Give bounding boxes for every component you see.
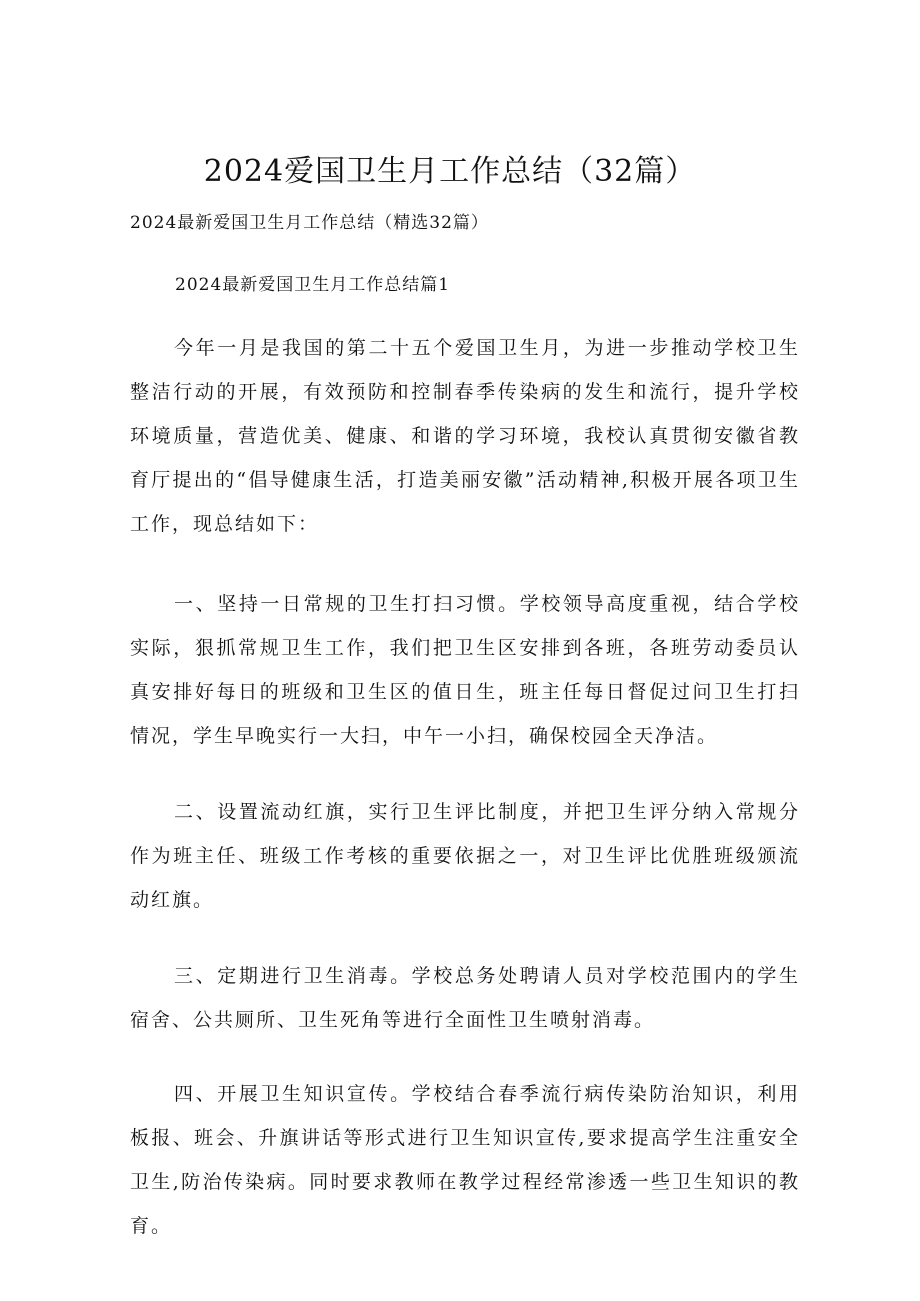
document-title: 2024爱国卫生月工作总结（32篇）: [203, 154, 697, 189]
paragraph-item-1: 一、坚持一日常规的卫生打扫习惯。学校领导高度重视，结合学校实际，狠抓常规卫生工作，我们把卫生区安排到各班，各班劳动委员认真安排好每日的班级和卫生区的值日生，班主任每日督促过问卫生打扫情况，学生早晚实行一大扫，中午一小扫，确保校园全天净洁。: [130, 593, 800, 747]
paragraph-item-3: 三、定期进行卫生消毒。学校总务处聘请人员对学校范围内的学生宿舍、公共厕所、卫生死角等进行全面性卫生喷射消毒。: [130, 965, 800, 1031]
paragraph-intro: 今年一月是我国的第二十五个爱国卫生月，为进一步推动学校卫生整洁行动的开展，有效预防和控制春季传染病的发生和流行，提升学校环境质量，营造优美、健康、和谐的学习环境，我校认真贯彻安徽省教育厅提出的“倡导健康生活，打造美丽安徽”活动精神,积极开展各项卫生工作，现总结如下：: [130, 337, 800, 535]
paragraph-item-2: 二、设置流动红旗，实行卫生评比制度，并把卫生评分纳入常规分作为班主任、班级工作考核的重要依据之一，对卫生评比优胜班级颁流动红旗。: [130, 801, 800, 911]
section-heading: 2024最新爱国卫生月工作总结篇1: [175, 275, 451, 295]
document-subtitle: 2024最新爱国卫生月工作总结（精选32篇）: [130, 213, 489, 233]
paragraph-item-4: 四、开展卫生知识宣传。学校结合春季流行病传染防治知识，利用板报、班会、升旗讲话等形式进行卫生知识宣传,要求提高学生注重安全卫生,防治传染病。同时要求教师在教学过程经常渗透一些卫生知识的教育。: [130, 1083, 800, 1237]
